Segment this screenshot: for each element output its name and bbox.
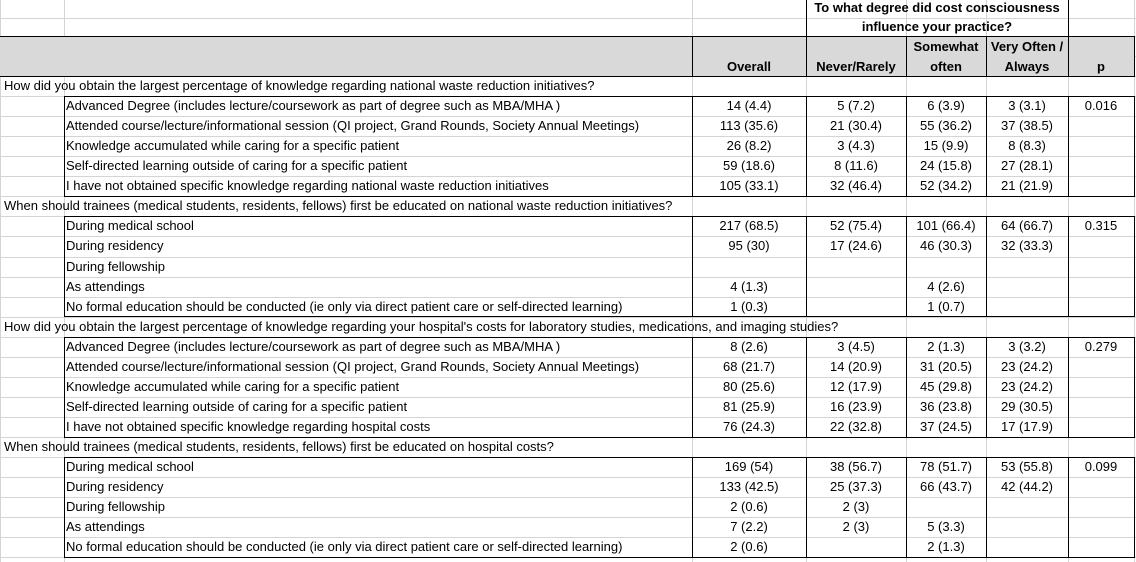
cell-p-value: 0.016 [1084, 98, 1118, 114]
cell-never-rarely: 16 (23.9) [829, 398, 883, 414]
row-label: During fellowship [66, 258, 165, 274]
border-block-v [692, 457, 693, 558]
cell-never-rarely [806, 537, 906, 557]
cell-somewhat-often: 36 (23.8) [919, 398, 973, 414]
row-label: Knowledge accumulated while caring for a specific patient [66, 138, 400, 154]
border-block-v [906, 337, 907, 438]
border-block-v [1134, 216, 1135, 317]
row-label: Attended course/lecture/informational session (QI project, Grand Rounds, Society Annual Meetings) [66, 118, 640, 134]
cell-very-often: 3 (3.1) [1008, 98, 1046, 114]
border-block-v [806, 457, 807, 558]
cell-somewhat-often: 31 (20.5) [919, 358, 973, 374]
row-label: Advanced Degree (includes lecture/coursework as part of degree such as MBA/MHA ) [66, 98, 561, 114]
border-group-right [1068, 0, 1069, 77]
cell-somewhat-often: 6 (3.9) [927, 98, 965, 114]
cell-overall: 113 (35.6) [719, 118, 779, 134]
row-label: During fellowship [66, 499, 165, 515]
cell-never-rarely: 52 (75.4) [829, 218, 883, 234]
border-block-v [986, 216, 987, 317]
cell-overall: 217 (68.5) [719, 218, 779, 234]
border-block-v [692, 96, 693, 197]
row-label: No formal education should be conducted (ie only via direct patient care or self-directed learning) [66, 539, 623, 555]
cell-very-often: 37 (38.5) [1000, 118, 1054, 134]
border-block-v [906, 216, 907, 317]
cell-very-often: 21 (21.9) [1000, 178, 1054, 194]
cell-overall: 2 (0.6) [730, 499, 768, 515]
cell-p-value: 0.279 [1084, 338, 1118, 354]
border-block-v [1134, 337, 1135, 438]
border-block-h [64, 216, 1135, 217]
cell-never-rarely: 25 (37.3) [829, 479, 883, 495]
row-label: Self-directed learning outside of caring for a specific patient [66, 158, 408, 174]
row-label: I have not obtained specific knowledge regarding national waste reduction initiatives [66, 178, 549, 194]
border-header-v [906, 36, 907, 77]
border-block-v [692, 337, 693, 438]
border-header-v [692, 36, 693, 77]
cell-overall: 14 (4.4) [726, 98, 772, 114]
cell-somewhat-often: 101 (66.4) [916, 218, 976, 234]
cell-overall [692, 257, 806, 277]
border-header-v [1134, 36, 1135, 77]
border-block-h [64, 316, 1135, 317]
section-question: How did you obtain the largest percentage of knowledge regarding your hospital's costs for laboratory studies, medications, and imaging studies? [4, 318, 839, 334]
cell-very-often [986, 537, 1068, 557]
cell-very-often: 32 (33.3) [1000, 238, 1054, 254]
row-label: Advanced Degree (includes lecture/coursework as part of degree such as MBA/MHA ) [66, 338, 561, 354]
border-block-v [64, 337, 65, 438]
border-header-v [986, 36, 987, 77]
cell-very-often: 23 (24.2) [1000, 358, 1054, 374]
cell-somewhat-often: 66 (43.7) [919, 479, 973, 495]
border-block-v [906, 96, 907, 197]
col-header-somewhat-line2: often [930, 59, 962, 74]
cell-very-often [986, 497, 1068, 517]
border-block-v [64, 96, 65, 197]
cell-never-rarely: 8 (11.6) [834, 158, 878, 174]
cell-never-rarely: 2 (3) [842, 499, 870, 515]
group-title-line1: To what degree did cost consciousness [814, 0, 1060, 15]
border-block-v [1134, 96, 1135, 197]
cell-very-often: 23 (24.2) [1000, 378, 1054, 394]
col-header-overall: Overall [726, 59, 772, 74]
cell-p-value: 0.315 [1084, 218, 1118, 234]
border-block-h [64, 437, 1135, 438]
cell-very-often [986, 297, 1068, 317]
cell-very-often [986, 517, 1068, 537]
cell-p-value: 0.099 [1084, 459, 1118, 475]
border-block-v [806, 96, 807, 197]
cell-never-rarely [806, 277, 906, 297]
cell-overall: 80 (25.6) [722, 378, 776, 394]
cell-never-rarely: 32 (46.4) [829, 178, 883, 194]
border-header-bottom [0, 76, 1134, 77]
border-block-v [692, 216, 693, 317]
cell-very-often: 64 (66.7) [1000, 218, 1054, 234]
row-label: Knowledge accumulated while caring for a specific patient [66, 378, 400, 394]
cell-overall: 26 (8.2) [726, 138, 772, 154]
cell-somewhat-often: 45 (29.8) [919, 378, 973, 394]
border-block-h [64, 196, 1135, 197]
row-label: As attendings [66, 278, 145, 294]
border-block-v [986, 337, 987, 438]
border-block-v [1068, 96, 1069, 197]
row-label: During medical school [66, 459, 194, 475]
cell-very-often: 3 (3.2) [1008, 338, 1046, 354]
col-header-very-often-line2: Always [1004, 59, 1050, 74]
cell-somewhat-often: 52 (34.2) [919, 178, 973, 194]
cell-overall: 133 (42.5) [719, 479, 779, 495]
cell-overall: 95 (30) [728, 238, 770, 254]
border-block-h [64, 457, 1135, 458]
cell-never-rarely: 3 (4.5) [837, 338, 875, 354]
col-header-very-often-line1: Very Often / [990, 39, 1064, 54]
border-block-v [1134, 457, 1135, 558]
border-block-v [806, 216, 807, 317]
row-label: During residency [66, 238, 164, 254]
cell-never-rarely: 2 (3) [842, 519, 870, 535]
cell-very-often: 8 (8.3) [1008, 138, 1046, 154]
cell-somewhat-often: 5 (3.3) [927, 519, 965, 535]
cell-never-rarely: 5 (7.2) [837, 98, 875, 114]
border-group-left [806, 0, 807, 77]
cell-never-rarely [806, 297, 906, 317]
cell-somewhat-often: 46 (30.3) [919, 238, 973, 254]
cell-somewhat-often: 4 (2.6) [927, 278, 965, 294]
cell-somewhat-often: 37 (24.5) [919, 419, 973, 435]
cell-very-often: 17 (17.9) [1000, 419, 1054, 435]
cell-never-rarely: 3 (4.3) [837, 138, 875, 154]
section-question: When should trainees (medical students, residents, fellows) first be educated on hospital costs? [4, 439, 554, 455]
cell-very-often [986, 257, 1068, 277]
border-block-v [64, 457, 65, 558]
row-label: During residency [66, 479, 164, 495]
row-label: I have not obtained specific knowledge regarding hospital costs [66, 419, 431, 435]
border-top-band [0, 36, 1134, 37]
cell-somewhat-often: 1 (0.7) [927, 298, 965, 314]
border-block-v [806, 337, 807, 438]
cell-very-often: 42 (44.2) [1000, 479, 1054, 495]
cell-somewhat-often: 55 (36.2) [919, 118, 973, 134]
border-block-v [1068, 457, 1069, 558]
cell-somewhat-often: 15 (9.9) [923, 138, 969, 154]
cell-very-often: 27 (28.1) [1000, 158, 1054, 174]
section-question: How did you obtain the largest percentage of knowledge regarding national waste reduction initiatives? [4, 78, 595, 93]
cell-never-rarely: 12 (17.9) [829, 378, 883, 394]
cell-somewhat-often: 2 (1.3) [927, 338, 965, 354]
border-block-v [1068, 337, 1069, 438]
cell-somewhat-often: 24 (15.8) [919, 158, 973, 174]
cell-never-rarely: 14 (20.9) [829, 358, 883, 374]
cell-somewhat-often: 78 (51.7) [919, 459, 973, 475]
cell-never-rarely [806, 257, 906, 277]
cell-very-often: 29 (30.5) [1000, 398, 1054, 414]
cell-overall: 1 (0.3) [730, 298, 768, 314]
cell-overall: 105 (33.1) [719, 178, 779, 194]
border-block-h [64, 557, 1135, 558]
col-header-never-rarely: Never/Rarely [816, 59, 896, 74]
cell-somewhat-often: 2 (1.3) [927, 539, 965, 555]
cell-overall: 59 (18.6) [722, 158, 776, 174]
cell-overall: 7 (2.2) [730, 519, 768, 535]
border-block-h [64, 337, 1135, 338]
col-header-p: p [1097, 59, 1105, 74]
border-block-v [986, 457, 987, 558]
cell-very-often: 53 (55.8) [1000, 459, 1054, 475]
border-block-h [64, 96, 1135, 97]
cell-never-rarely: 22 (32.8) [829, 419, 883, 435]
row-label: During medical school [66, 218, 194, 234]
cell-never-rarely: 38 (56.7) [829, 459, 883, 475]
cell-somewhat-often [906, 497, 986, 517]
cell-never-rarely: 17 (24.6) [829, 238, 883, 254]
row-label: As attendings [66, 519, 145, 535]
cell-overall: 8 (2.6) [730, 338, 768, 354]
cell-somewhat-often [906, 257, 986, 277]
cell-overall: 169 (54) [724, 459, 774, 475]
border-block-v [986, 96, 987, 197]
cell-overall: 76 (24.3) [722, 419, 776, 435]
col-header-somewhat-line1: Somewhat [913, 39, 979, 54]
border-block-v [64, 216, 65, 317]
cell-overall: 4 (1.3) [730, 278, 768, 294]
cell-never-rarely: 21 (30.4) [829, 118, 883, 134]
cell-overall: 81 (25.9) [722, 398, 776, 414]
border-block-v [1068, 216, 1069, 317]
row-label: Attended course/lecture/informational session (QI project, Grand Rounds, Society Annual Meetings) [66, 358, 640, 374]
group-title-line2: influence your practice? [861, 19, 1013, 34]
section-question: When should trainees (medical students, residents, fellows) first be educated on national waste reduction initiatives? [4, 198, 673, 214]
cell-very-often [986, 277, 1068, 297]
border-block-v [906, 457, 907, 558]
cell-overall: 68 (21.7) [722, 358, 776, 374]
cell-overall: 2 (0.6) [730, 539, 768, 555]
row-label: No formal education should be conducted (ie only via direct patient care or self-directed learning) [66, 298, 623, 314]
row-label: Self-directed learning outside of caring for a specific patient [66, 398, 408, 414]
